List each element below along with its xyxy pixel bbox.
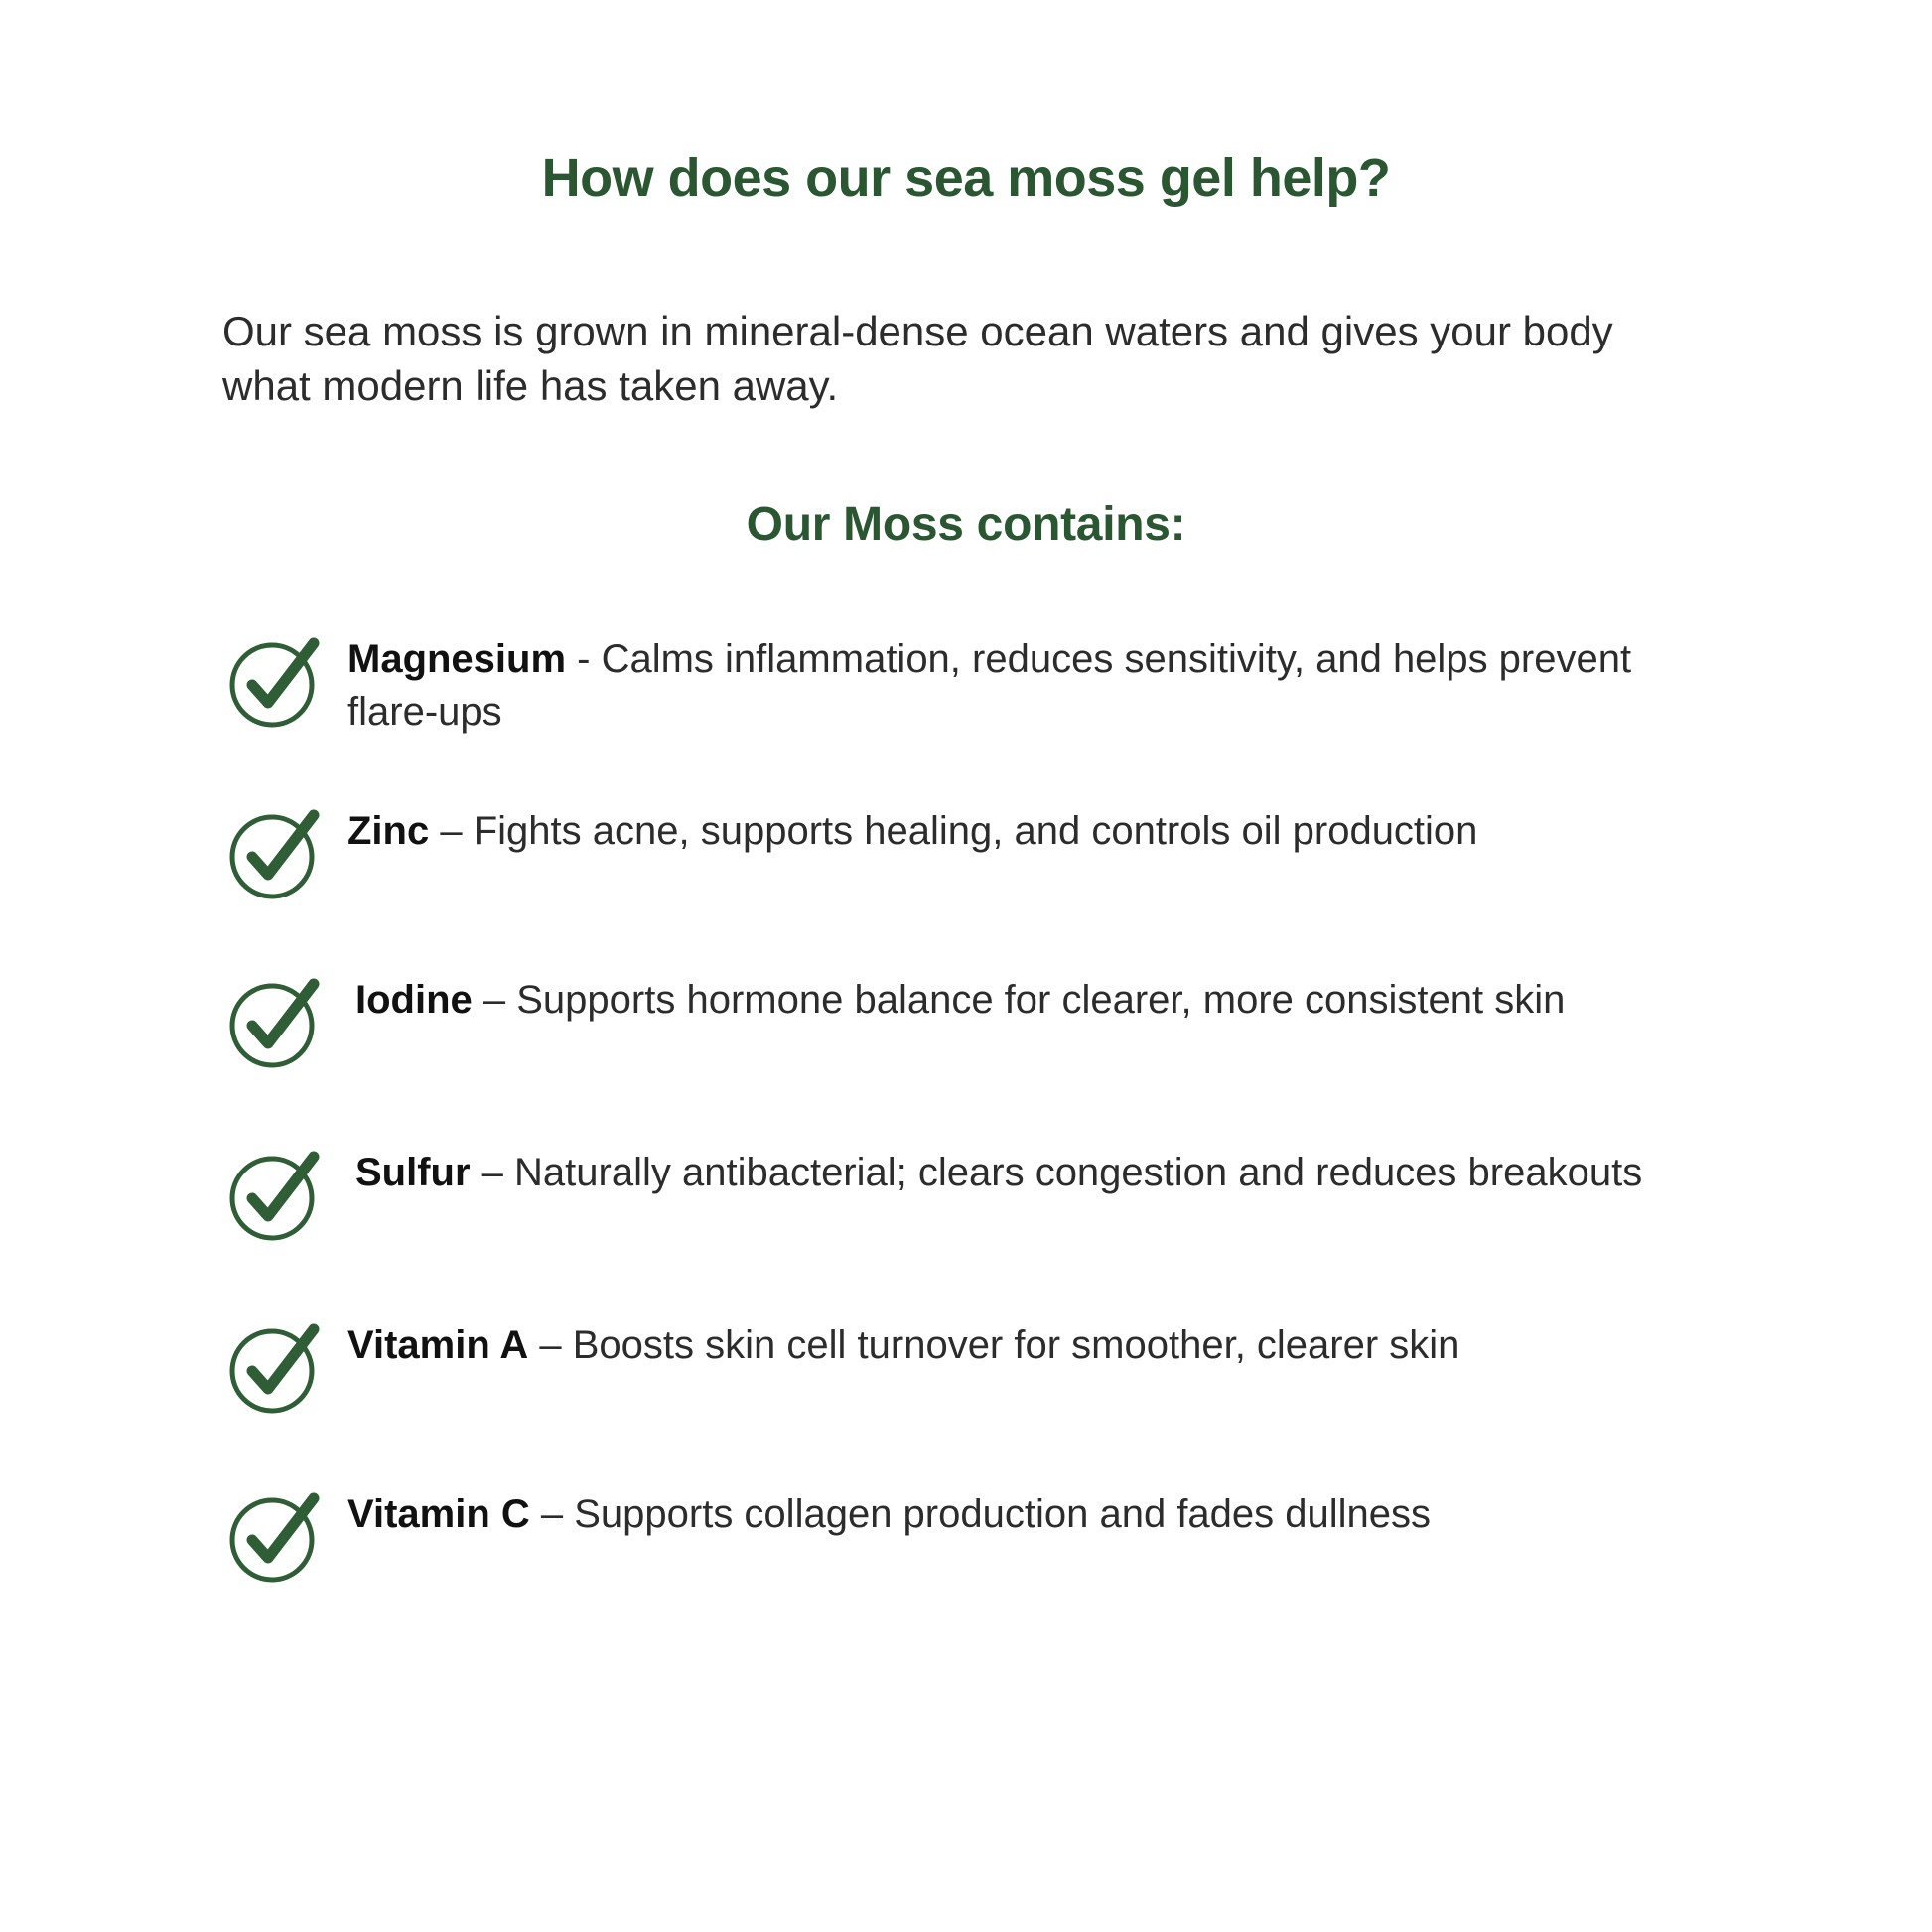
- ingredient-name: Sulfur: [355, 1151, 471, 1195]
- ingredient-name: Vitamin A: [347, 1323, 529, 1368]
- check-circle-icon: [222, 1319, 334, 1419]
- ingredient-name: Magnesium: [347, 636, 567, 681]
- ingredient-list: [222, 552, 1710, 1580]
- list-item: [222, 797, 1710, 897]
- page-title: How does our sea moss gel help?: [541, 148, 1391, 207]
- list-item-text: [347, 1139, 1710, 1200]
- check-circle-icon: [222, 1488, 334, 1587]
- ingredient-description: – Fights acne, supports healing, and controls oil production: [429, 809, 1478, 854]
- ingredient-description: – Boosts skin cell turnover for smoother, clearer skin: [528, 1323, 1460, 1368]
- list-item-text: [347, 1311, 1710, 1373]
- list-item: [222, 966, 1710, 1065]
- check-circle-icon: [222, 1147, 334, 1246]
- list-item-text: [347, 625, 1710, 740]
- ingredient-name: Iodine: [355, 978, 473, 1023]
- intro-paragraph: Our sea moss is grown in mineral-dense ocean waters and gives your body what modern life has taken away.: [222, 308, 1613, 410]
- ingredient-description: – Supports hormone balance for clearer, more consistent skin: [472, 978, 1566, 1023]
- check-circle-icon: [222, 974, 334, 1073]
- list-item-text: [347, 797, 1710, 859]
- ingredient-description: – Supports collagen production and fades dullness: [529, 1492, 1432, 1537]
- ingredient-name: Vitamin C: [347, 1492, 530, 1537]
- list-item: [222, 1139, 1710, 1238]
- ingredient-description: - Calms inflammation, reduces sensitivity, and helps prevent flare-ups: [347, 636, 1632, 735]
- check-circle-icon: [222, 633, 334, 733]
- ingredient-name: Zinc: [347, 809, 430, 854]
- list-item: [222, 625, 1710, 740]
- list-item: [222, 1311, 1710, 1411]
- list-item-text: [347, 966, 1710, 1028]
- list-item-text: [347, 1480, 1710, 1542]
- ingredient-description: – Naturally antibacterial; clears congestion and reduces breakouts: [470, 1151, 1643, 1195]
- list-item: [222, 1480, 1710, 1580]
- check-circle-icon: [222, 805, 334, 904]
- section-subtitle: Our Moss contains:: [746, 497, 1186, 551]
